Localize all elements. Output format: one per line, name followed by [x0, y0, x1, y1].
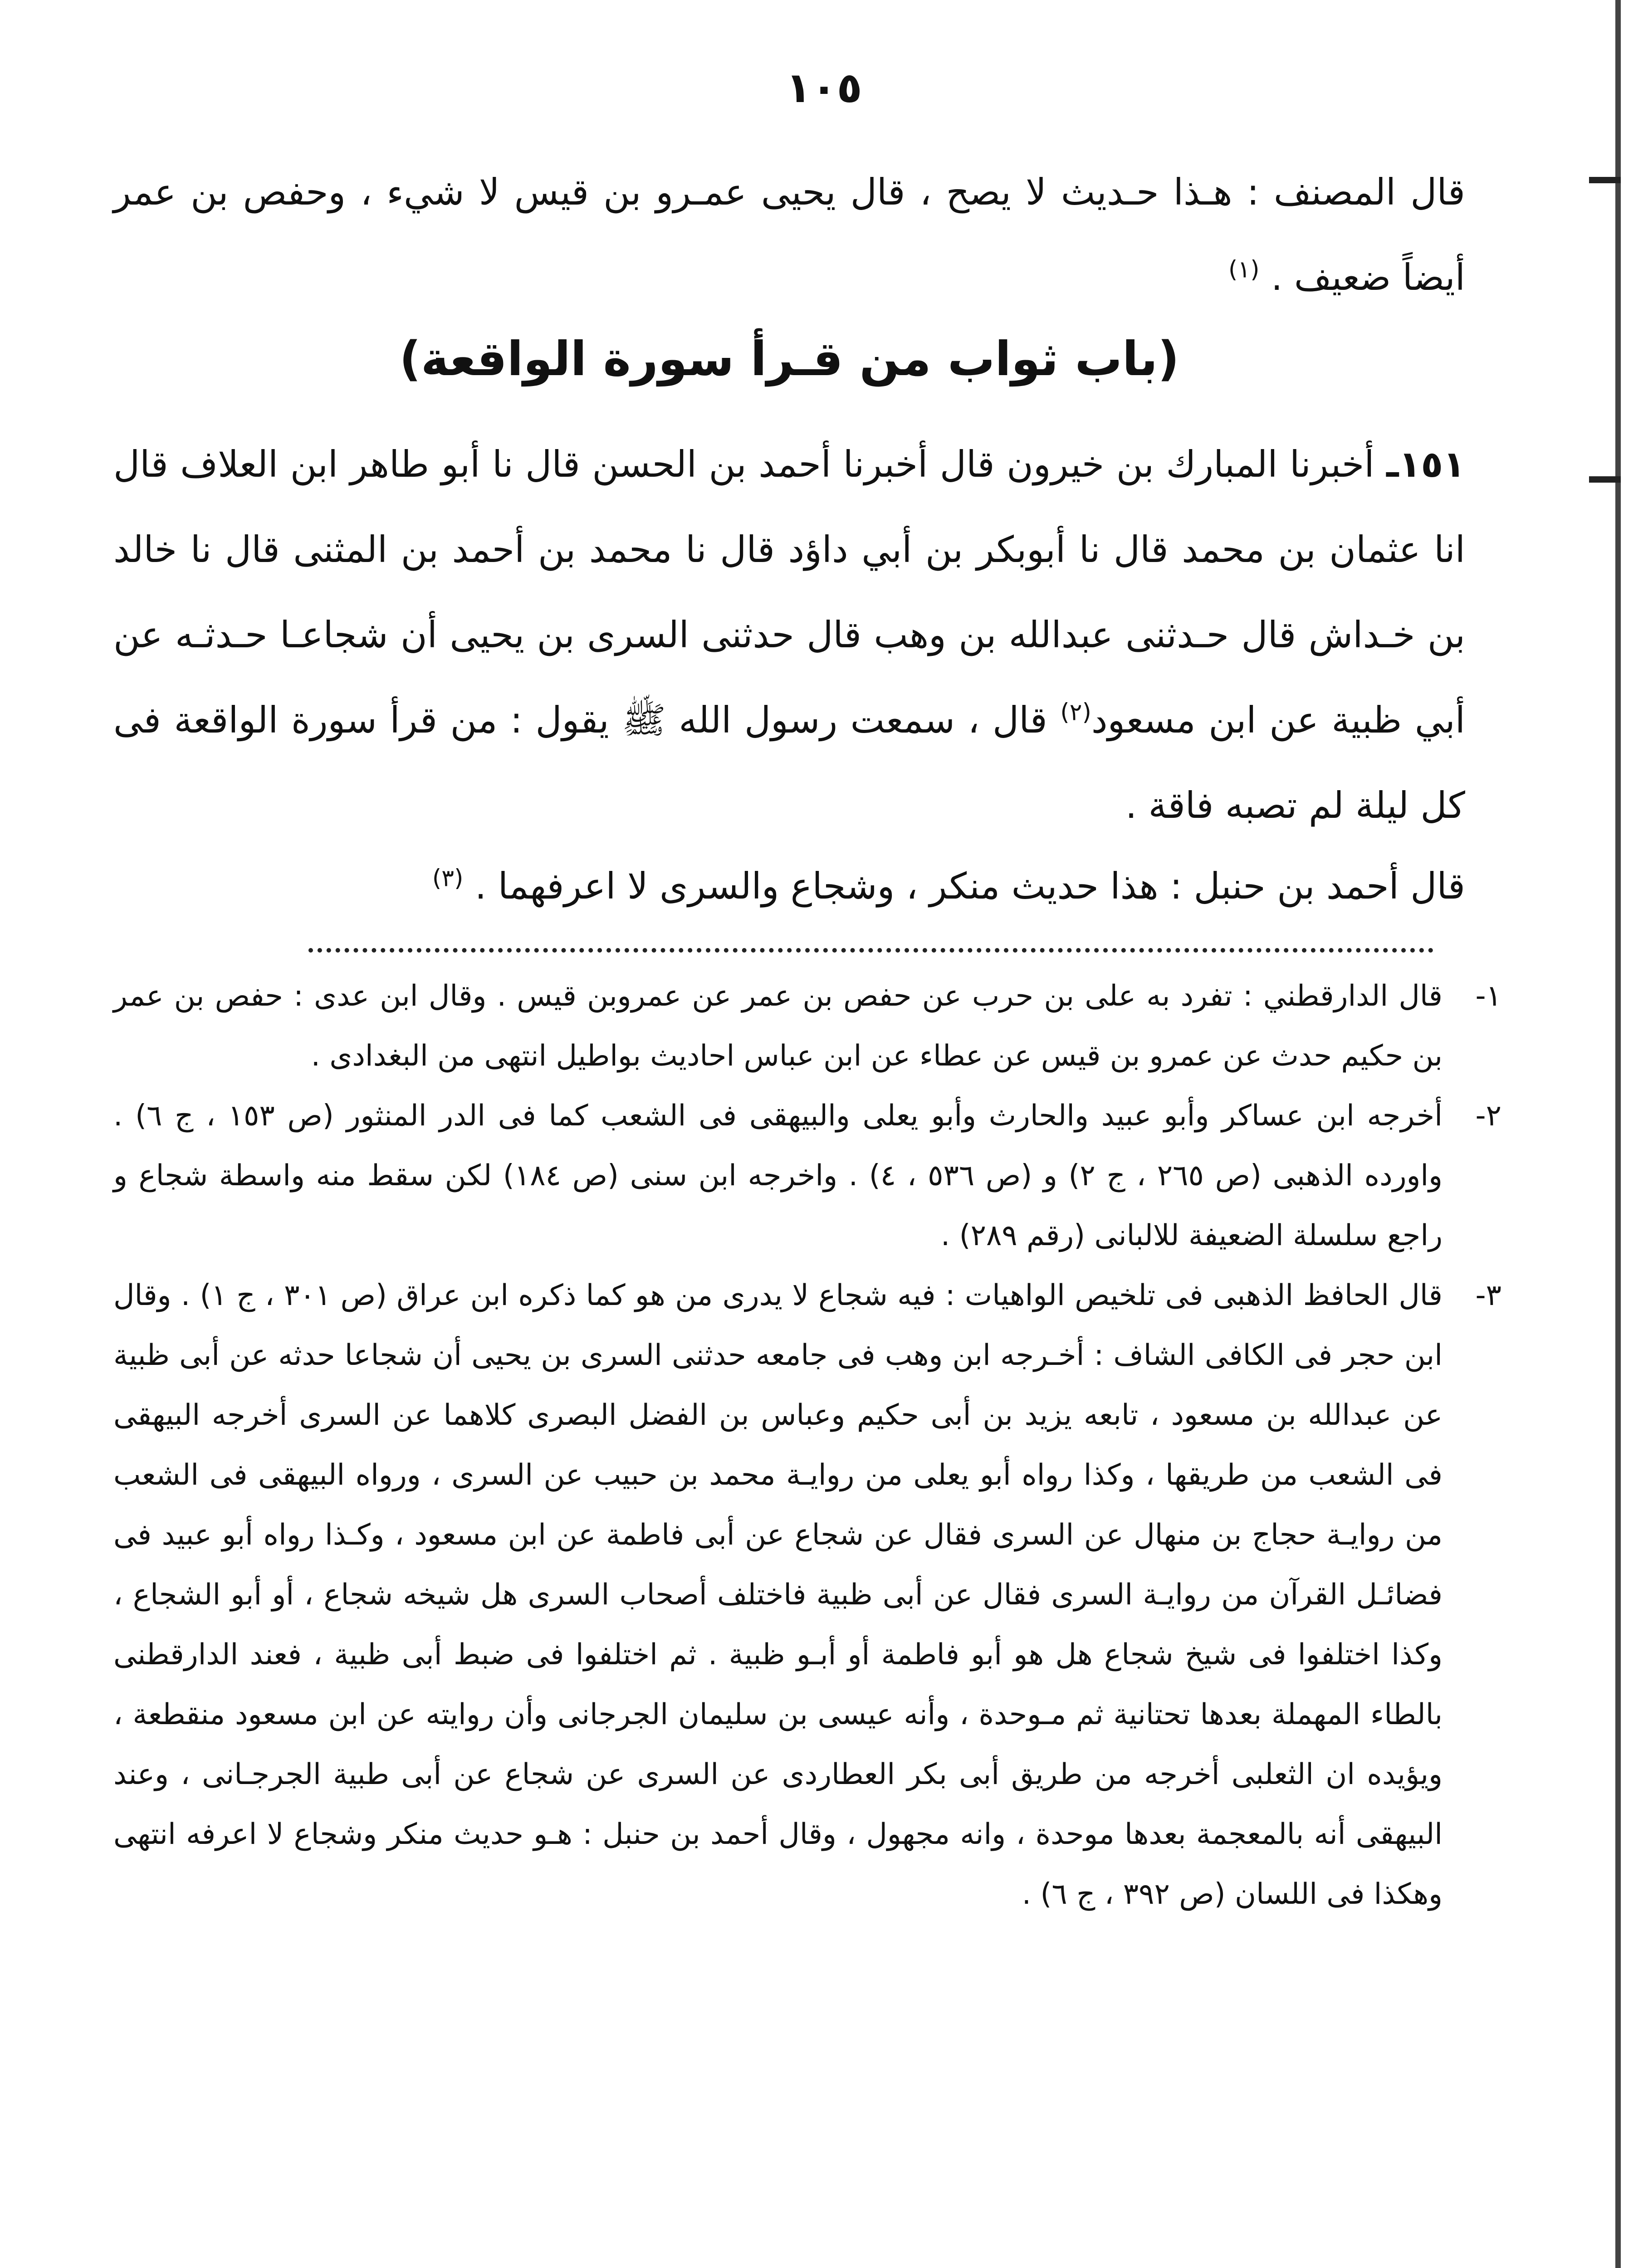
binding-mark	[1589, 476, 1621, 483]
ahmad-comment	[113, 844, 1465, 929]
binding-edge	[1615, 0, 1621, 2268]
hadith-number: ١٥١ـ	[1386, 443, 1465, 485]
hadith-matn: قال ، سمعت رسول الله ﷺ يقول : من قرأ سورة الواقعة فى كل ليلة لم تصبه فاقة .	[113, 699, 1465, 826]
footnote	[113, 1086, 1501, 1266]
footnote-ref: (٣)	[432, 865, 464, 892]
author-remark	[113, 150, 1465, 320]
footnote-ref: (١)	[1228, 256, 1260, 284]
binding-mark	[1589, 177, 1621, 183]
author-remark-text: قال المصنف : هـذا حـديث لا يصح ، قال يحيى عمـرو بن قيس لا شيء ، وحفص بن عمر أيضاً ضعيف .	[113, 171, 1465, 298]
footnote-separator	[308, 948, 1433, 953]
chapter-heading: (باب ثواب من قـرأ سورة الواقعة)	[399, 331, 1179, 386]
footnote	[113, 1266, 1501, 1924]
footnote-text: أخرجه ابن عساكر وأبو عبيد والحارث وأبو يعلى والبيهقى فى الشعب كما فى الدر المنثور (ص ١٥٣ ، ج ٦) . واورده الذهبى (ص ٢٦٥ ، ج ٢) و (ص ٥٣٦ ، ٤) . واخرجه ابن سنى (ص ١٨٤) لكن سقط منه واسطة شجاع و راجع سلسلة الضعيفة للالبانى (رقم ٢٨٩) .	[113, 1099, 1443, 1252]
page-number: ١٠٥	[786, 64, 862, 112]
footnote-ref: (٢)	[1060, 699, 1091, 726]
footnote	[113, 966, 1501, 1086]
footnotes	[113, 966, 1501, 1924]
footnote-number: ٢-	[1475, 1099, 1501, 1133]
ahmad-comment-text: قال أحمد بن حنبل : هذا حديث منكر ، وشجاع والسرى لا اعرفهما .	[474, 865, 1465, 907]
hadith-isnad: أخبرنا المبارك بن خيرون قال أخبرنا أحمد بن الحسن قال نا أبو طاهر ابن العلاف قال انا عثمان بن محمد قال نا أبوبكر بن أبي داؤد قال نا محمد بن أحمد بن المثنى قال نا خالد بن خـداش قال حـدثنى عبدالله بن وهب قال حدثنى السرى بن يحيى أن شجاعـا حـدثـه عن أبي ظبية عن ابن مسعود	[113, 443, 1465, 741]
footnote-text: قال الحافظ الذهبى فى تلخيص الواهيات : فيه شجاع لا يدرى من هو كما ذكره ابن عراق (ص ٣٠١ ، ج ١) . وقال ابن حجر فى الكافى الشاف : أخـرجه ابن وهب فى جامعه حدثنى السرى بن يحيى أن شجاعا حدثه عن أبى ظبية عن عبدالله بن مسعود ، تابعه يزيد بن أبى حكيم وعباس بن الفضل البصرى كلاهما عن السرى أخرجه البيهقى فى الشعب من طريقها ، وكذا رواه أبو يعلى من روايـة محمد بن حبيب عن السرى ، ورواه البيهقى فى الشعب من روايـة حجاج بن منهال عن السرى فقال عن شجاع عن أبى فاطمة عن ابن مسعود ، وكـذا رواه أبو عبيد فى فضائـل القرآن من روايـة السرى فقال عن أبى ظبية فاختلف أصحاب السرى هل شيخه شجاع ، أو أبو الشجاع ، وكذا اختلفوا فى شيخ شجاع هل هو أبو فاطمة أو أبـو ظبية . ثم اختلفوا فى ضبط أبى ظبية ، فعند الدارقطنى بالطاء المهملة بعدها تحتانية ثم مـوحدة ، وأنه عيسى بن سليمان الجرجانى وأن روايته عن ابن مسعود منقطعة ، ويؤيده ان الثعلبى أخرجه من طريق أبى بكر العطاردى عن السرى عن شجاع عن أبى طبية الجرجـانى ، وعند البيهقى أنه بالمعجمة بعدها موحدة ، وانه مجهول ، وقال أحمد بن حنبل : هـو حديث منكر وشجاع لا اعرفه انتهى وهكذا فى اللسان (ص ٣٩٢ ، ج ٦) .	[113, 1279, 1443, 1911]
hadith-text	[113, 422, 1465, 848]
footnote-number: ١-	[1475, 979, 1501, 1013]
footnote-text: قال الدارقطني : تفرد به على بن حرب عن حفص بن عمر عن عمروبن قيس . وقال ابن عدى : حفص بن عمر بن حكيم حدث عن عمرو بن قيس عن عطاء عن ابن عباس احاديث بواطيل انتهى من البغدادى .	[113, 979, 1443, 1073]
footnote-number: ٣-	[1475, 1279, 1501, 1312]
